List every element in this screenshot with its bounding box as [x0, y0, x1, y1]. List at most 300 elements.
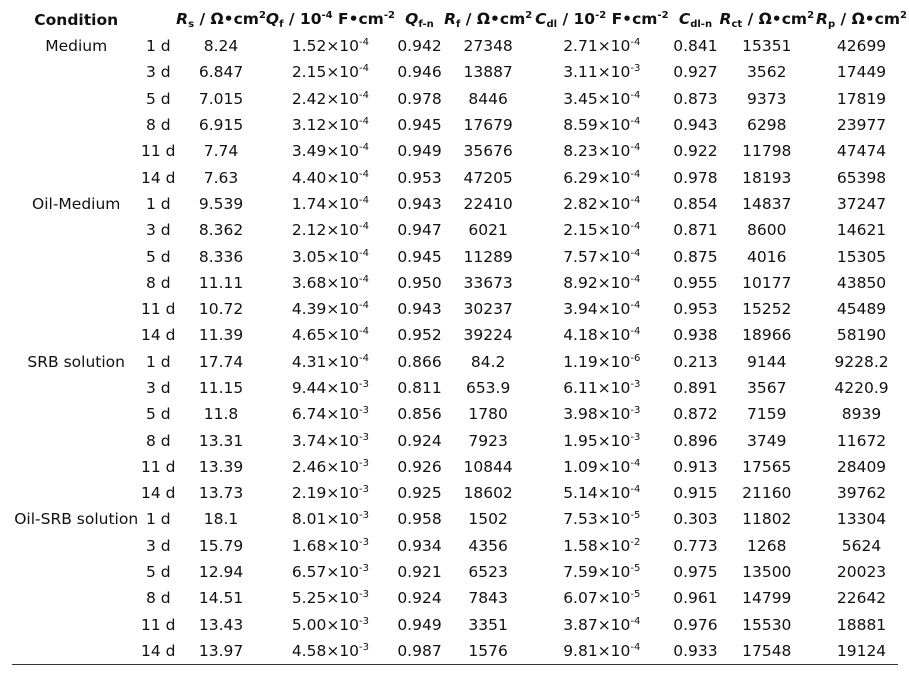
qfn-cell: 0.942 — [397, 37, 442, 56]
day-cell: 5 d — [145, 247, 171, 266]
condition-cell — [12, 375, 140, 401]
cdl-mantissa: 5.14×10 — [563, 484, 631, 503]
cdl-mantissa: 6.11×10 — [563, 379, 631, 397]
condition-cell — [12, 296, 140, 322]
day-cell: 3 d — [145, 379, 171, 397]
qf-cell — [266, 454, 395, 480]
rs-cell: 13.97 — [198, 641, 244, 660]
header-qfn: $Q_{f-n}$ — [405, 9, 434, 30]
cdl-cell — [532, 59, 671, 85]
table-row — [12, 138, 909, 164]
qf-cell — [266, 59, 395, 85]
qf-cell — [266, 138, 395, 164]
table-row — [12, 401, 909, 427]
rct-cell: 1268 — [747, 536, 787, 555]
table-row — [12, 638, 909, 664]
cdl-exponent: -4 — [630, 615, 641, 627]
cdln-cell: 0.927 — [673, 63, 718, 82]
qf-cell — [266, 612, 395, 638]
cdln-cell: 0.913 — [673, 457, 718, 476]
qfn-cell: 0.952 — [397, 326, 442, 345]
qf-exponent: -3 — [359, 615, 370, 627]
qf-cell — [266, 33, 395, 59]
qf-cell — [266, 480, 395, 506]
cdln-cell: 0.773 — [673, 536, 718, 555]
cdl-mantissa: 2.82×10 — [563, 194, 631, 213]
qf-mantissa: 1.68×10 — [291, 536, 360, 555]
cdln-cell: 0.915 — [673, 484, 718, 503]
rp-cell: 65398 — [836, 168, 887, 187]
table-row — [12, 59, 909, 85]
rf-cell: 17679 — [463, 116, 513, 135]
day-cell: 8 d — [145, 273, 171, 292]
cdl-exponent: -2 — [630, 536, 641, 548]
condition-cell — [12, 138, 140, 164]
condition-cell — [12, 322, 140, 348]
cdl-mantissa: 7.57×10 — [563, 247, 631, 266]
rct-cell: 18193 — [742, 168, 792, 187]
rp-cell: 37247 — [836, 194, 887, 213]
rs-cell: 8.336 — [198, 247, 244, 266]
rf-cell: 13887 — [463, 63, 513, 82]
cdl-cell — [532, 217, 671, 243]
qf-exponent: -3 — [359, 589, 370, 601]
rs-cell: 11.15 — [198, 379, 244, 397]
qf-mantissa: 2.15×10 — [291, 63, 360, 82]
cdl-cell — [532, 533, 671, 559]
cdl-cell — [532, 270, 671, 296]
cdl-exponent: -5 — [630, 589, 641, 601]
table-row — [12, 112, 909, 138]
cdln-cell: 0.872 — [673, 405, 718, 424]
rf-cell: 1576 — [468, 641, 508, 660]
cdl-cell — [532, 138, 671, 164]
rs-cell: 10.72 — [198, 300, 244, 319]
day-cell: 5 d — [145, 563, 171, 582]
eis-parameter-table — [12, 6, 909, 664]
condition-cell — [12, 427, 140, 453]
rct-cell: 13500 — [742, 563, 792, 582]
condition-cell — [12, 454, 140, 480]
day-cell: 3 d — [145, 63, 171, 82]
qf-cell — [266, 559, 395, 585]
condition-cell — [12, 585, 140, 611]
rf-cell: 47205 — [463, 168, 513, 187]
cdln-cell: 0.933 — [673, 641, 718, 660]
rct-cell: 15252 — [742, 300, 792, 319]
rs-cell: 7.74 — [203, 142, 239, 161]
cdl-cell — [532, 401, 671, 427]
qf-mantissa: 6.57×10 — [291, 563, 360, 582]
cdln-cell: 0.896 — [673, 431, 718, 450]
rp-cell: 8939 — [841, 405, 882, 424]
rp-cell: 20023 — [836, 563, 887, 582]
table-row — [12, 164, 909, 190]
rct-cell: 10177 — [742, 273, 792, 292]
qf-exponent: -4 — [359, 221, 370, 233]
cdl-cell — [532, 33, 671, 59]
rp-cell: 58190 — [836, 326, 887, 345]
table-row — [12, 217, 909, 243]
cdl-exponent: -6 — [630, 352, 641, 364]
cdl-exponent: -4 — [630, 326, 641, 338]
cdl-mantissa: 3.11×10 — [563, 63, 631, 82]
header-rf: $R_f$ / $\Omega•cm^2$ — [444, 9, 533, 30]
qf-mantissa: 2.46×10 — [291, 457, 360, 476]
qf-mantissa: 2.19×10 — [291, 484, 360, 503]
cdl-cell — [532, 243, 671, 269]
header-cdl: $C_{dl} / 10^{-2}$ $F•cm^{-2}$ — [535, 9, 669, 30]
qfn-cell: 0.856 — [397, 405, 442, 424]
qf-exponent: -4 — [359, 37, 370, 49]
cdl-exponent: -4 — [630, 194, 641, 206]
cdl-cell — [532, 559, 671, 585]
cdl-mantissa: 6.07×10 — [563, 589, 631, 608]
rf-cell: 22410 — [463, 194, 513, 213]
rs-cell: 13.73 — [198, 484, 244, 503]
cdl-mantissa: 9.81×10 — [563, 641, 631, 660]
rs-cell: 18.1 — [203, 510, 239, 529]
cdl-exponent: -4 — [630, 116, 641, 128]
cdl-cell — [532, 506, 671, 532]
qfn-cell: 0.949 — [397, 142, 442, 161]
cdl-exponent: -4 — [630, 37, 641, 49]
rs-cell: 15.79 — [198, 536, 244, 555]
table-header — [12, 6, 909, 33]
qf-mantissa: 3.74×10 — [291, 431, 360, 450]
cdln-cell: 0.213 — [673, 352, 718, 371]
qf-cell — [266, 401, 395, 427]
cdl-exponent: -4 — [630, 142, 641, 154]
rct-cell: 11802 — [742, 510, 792, 529]
qf-mantissa: 1.74×10 — [291, 194, 360, 213]
header-qf: $Q_f / 10^{-4}$ $F•cm^{-2}$ — [265, 9, 395, 30]
qfn-cell: 0.925 — [397, 484, 442, 503]
cdl-cell — [532, 349, 671, 375]
cdl-cell — [532, 638, 671, 664]
cdl-cell — [532, 191, 671, 217]
cdln-cell: 0.976 — [673, 615, 718, 634]
qfn-cell: 0.945 — [397, 116, 442, 135]
condition-cell — [12, 533, 140, 559]
qf-cell — [266, 427, 395, 453]
header-cdln: $C_{dl-n}$ — [678, 9, 713, 30]
cdl-cell — [532, 480, 671, 506]
rct-cell: 8600 — [747, 221, 787, 240]
qf-mantissa: 4.31×10 — [291, 352, 360, 371]
cdl-cell — [532, 322, 671, 348]
header-rct: $R_{ct}$ / $\Omega•cm^2$ — [719, 9, 815, 30]
day-cell: 8 d — [145, 589, 171, 608]
cdln-cell: 0.975 — [673, 563, 718, 582]
qfn-cell: 0.866 — [397, 352, 442, 371]
cdl-mantissa: 1.09×10 — [563, 457, 631, 476]
rs-cell: 8.362 — [198, 221, 244, 240]
qf-mantissa: 3.05×10 — [291, 247, 360, 266]
rp-cell: 14621 — [836, 221, 887, 240]
cdl-mantissa: 8.92×10 — [563, 273, 631, 292]
cdl-exponent: -3 — [630, 431, 641, 443]
cdl-mantissa: 4.18×10 — [563, 326, 631, 345]
qf-exponent: -4 — [359, 300, 370, 312]
day-cell: 5 d — [145, 405, 171, 424]
rct-cell: 4016 — [747, 247, 787, 266]
qf-mantissa: 2.12×10 — [291, 221, 360, 240]
condition-cell: Oil-SRB solution — [14, 510, 139, 529]
qf-cell — [266, 638, 395, 664]
rp-cell: 47474 — [836, 142, 887, 161]
table-row — [12, 191, 909, 217]
cdl-exponent: -4 — [630, 273, 641, 285]
condition-cell — [12, 164, 140, 190]
cdln-cell: 0.873 — [673, 89, 718, 108]
cdln-cell: 0.955 — [673, 273, 718, 292]
qfn-cell: 0.949 — [397, 615, 442, 634]
header-rp: $R_p$ / $\Omega•cm^2$ — [816, 9, 907, 30]
header-day — [140, 6, 176, 33]
cdl-cell — [532, 112, 671, 138]
rf-cell: 10844 — [463, 457, 513, 476]
rct-cell: 11798 — [742, 142, 792, 161]
qf-cell — [266, 191, 395, 217]
qf-mantissa: 3.49×10 — [291, 142, 360, 161]
qf-cell — [266, 86, 395, 112]
cdln-cell: 0.841 — [673, 37, 718, 56]
qf-exponent: -4 — [359, 273, 370, 285]
condition-cell — [12, 59, 140, 85]
cdl-exponent: -4 — [630, 484, 641, 496]
rp-cell: 28409 — [836, 457, 887, 476]
day-cell: 1 d — [145, 352, 171, 371]
qf-exponent: -3 — [359, 563, 370, 575]
qf-exponent: -4 — [359, 142, 370, 154]
table-row — [12, 533, 909, 559]
cdl-mantissa: 2.15×10 — [563, 221, 631, 240]
rp-cell: 15305 — [836, 247, 887, 266]
rf-cell: 18602 — [463, 484, 513, 503]
qfn-cell: 0.945 — [397, 247, 442, 266]
condition-cell: Medium — [45, 37, 108, 56]
cdl-mantissa: 1.19×10 — [563, 352, 631, 371]
qfn-cell: 0.987 — [397, 641, 442, 660]
rs-cell: 13.43 — [198, 615, 244, 634]
cdl-cell — [532, 296, 671, 322]
condition-cell — [12, 217, 140, 243]
qf-mantissa: 8.01×10 — [291, 510, 360, 529]
rp-cell: 45489 — [836, 300, 887, 319]
day-cell: 1 d — [145, 194, 171, 213]
rf-cell: 6021 — [468, 221, 508, 240]
condition-cell — [12, 401, 140, 427]
rp-cell: 11672 — [836, 431, 887, 450]
cdl-mantissa: 3.87×10 — [563, 615, 631, 634]
qf-exponent: -4 — [359, 89, 370, 101]
cdl-exponent: -3 — [630, 405, 641, 417]
cdl-exponent: -4 — [630, 457, 641, 469]
qf-mantissa: 6.74×10 — [291, 405, 360, 424]
rct-cell: 9144 — [747, 352, 787, 371]
table-row — [12, 480, 909, 506]
table-row — [12, 427, 909, 453]
rf-cell: 8446 — [468, 89, 508, 108]
rf-cell: 4356 — [468, 536, 508, 555]
condition-cell: Oil-Medium — [32, 194, 121, 213]
table-row — [12, 296, 909, 322]
qfn-cell: 0.924 — [397, 589, 442, 608]
qfn-cell: 0.934 — [397, 536, 442, 555]
qf-cell — [266, 349, 395, 375]
table-row — [12, 243, 909, 269]
rct-cell: 18966 — [742, 326, 792, 345]
qf-exponent: -3 — [359, 536, 370, 548]
cdl-mantissa: 3.98×10 — [563, 405, 631, 424]
condition-cell — [12, 270, 140, 296]
qfn-cell: 0.950 — [397, 273, 442, 292]
rs-cell: 9.539 — [198, 194, 244, 213]
rf-cell: 6523 — [468, 563, 508, 582]
qf-exponent: -4 — [359, 247, 370, 259]
cdln-cell: 0.891 — [673, 379, 718, 397]
table-row — [12, 33, 909, 59]
qfn-cell: 0.978 — [397, 89, 442, 108]
cdln-cell: 0.978 — [673, 168, 718, 187]
cdln-cell: 0.922 — [673, 142, 718, 161]
cdl-mantissa: 7.53×10 — [563, 510, 631, 529]
rp-cell: 43850 — [836, 273, 887, 292]
qf-mantissa: 2.42×10 — [291, 89, 360, 108]
rf-cell: 35676 — [463, 142, 513, 161]
rf-cell: 1780 — [468, 405, 508, 424]
qfn-cell: 0.921 — [397, 563, 442, 582]
qf-cell — [266, 164, 395, 190]
cdl-mantissa: 2.71×10 — [563, 37, 631, 56]
qf-mantissa: 1.52×10 — [291, 37, 360, 56]
table-row — [12, 322, 909, 348]
table-row — [12, 270, 909, 296]
cdl-mantissa: 6.29×10 — [563, 168, 631, 187]
rf-cell: 7843 — [468, 589, 508, 608]
rp-cell: 13304 — [836, 510, 887, 529]
cdl-exponent: -3 — [630, 63, 641, 75]
rct-cell: 21160 — [742, 484, 792, 503]
qf-cell — [266, 112, 395, 138]
rp-cell: 39762 — [836, 484, 887, 503]
rs-cell: 14.51 — [198, 589, 244, 608]
day-cell: 8 d — [145, 431, 171, 450]
cdl-cell — [532, 86, 671, 112]
rf-cell: 653.9 — [465, 379, 511, 397]
day-cell: 11 d — [141, 457, 176, 476]
cdln-cell: 0.871 — [673, 221, 718, 240]
qf-cell — [266, 506, 395, 532]
qf-mantissa: 4.65×10 — [291, 326, 360, 345]
day-cell: 3 d — [145, 536, 171, 555]
qf-exponent: -3 — [359, 510, 370, 522]
cdl-exponent: -5 — [630, 510, 641, 522]
rp-cell: 5624 — [841, 536, 882, 555]
cdl-exponent: -4 — [630, 300, 641, 312]
qf-mantissa: 5.25×10 — [291, 589, 360, 608]
qf-exponent: -3 — [359, 457, 370, 469]
header-condition: Condition — [34, 10, 119, 29]
qf-mantissa: 4.40×10 — [291, 168, 360, 187]
cdl-cell — [532, 427, 671, 453]
day-cell: 5 d — [145, 89, 171, 108]
qf-cell — [266, 585, 395, 611]
rf-cell: 3351 — [468, 615, 508, 634]
cdln-cell: 0.953 — [673, 300, 718, 319]
condition-cell — [12, 243, 140, 269]
cdl-cell — [532, 164, 671, 190]
day-cell: 14 d — [141, 168, 176, 187]
condition-cell — [12, 559, 140, 585]
rct-cell: 15351 — [742, 37, 792, 56]
table-row — [12, 375, 909, 401]
rp-cell: 17449 — [836, 63, 887, 82]
day-cell: 14 d — [141, 641, 176, 660]
rs-cell: 12.94 — [198, 563, 244, 582]
rp-cell: 18881 — [836, 615, 887, 634]
cdl-cell — [532, 454, 671, 480]
condition-cell — [12, 480, 140, 506]
table-row — [12, 506, 909, 532]
qf-exponent: -3 — [359, 641, 370, 653]
table-row — [12, 454, 909, 480]
rs-cell: 11.11 — [198, 273, 244, 292]
qf-mantissa: 3.68×10 — [291, 273, 360, 292]
qf-cell — [266, 243, 395, 269]
cdl-mantissa: 3.94×10 — [563, 300, 631, 319]
rp-cell: 42699 — [836, 37, 887, 56]
cdln-cell: 0.938 — [673, 326, 718, 345]
rp-cell: 23977 — [836, 116, 887, 135]
cdln-cell: 0.303 — [673, 510, 718, 529]
cdl-cell — [532, 612, 671, 638]
table-row — [12, 86, 909, 112]
qfn-cell: 0.953 — [397, 168, 442, 187]
rct-cell: 15530 — [742, 615, 792, 634]
rct-cell: 7159 — [747, 405, 787, 424]
rct-cell: 14837 — [742, 194, 792, 213]
table-row — [12, 585, 909, 611]
qf-exponent: -4 — [359, 194, 370, 206]
rct-cell: 9373 — [747, 89, 787, 108]
qf-mantissa: 4.58×10 — [291, 641, 360, 660]
day-cell: 14 d — [141, 484, 176, 503]
qf-exponent: -4 — [359, 63, 370, 75]
day-cell: 1 d — [145, 510, 171, 529]
cdl-mantissa: 1.58×10 — [563, 536, 631, 555]
day-cell: 11 d — [141, 615, 176, 634]
rp-cell: 4220.9 — [834, 379, 889, 397]
day-cell: 8 d — [145, 116, 171, 135]
qf-cell — [266, 322, 395, 348]
rp-cell: 17819 — [836, 89, 887, 108]
qfn-cell: 0.958 — [397, 510, 442, 529]
rs-cell: 13.31 — [198, 431, 244, 450]
table-bottom-rule — [12, 664, 898, 665]
rf-cell: 27348 — [463, 37, 513, 56]
qf-exponent: -3 — [359, 405, 370, 417]
table-row — [12, 612, 909, 638]
cdl-cell — [532, 375, 671, 401]
table-body — [12, 33, 909, 664]
cdl-mantissa: 8.59×10 — [563, 116, 631, 135]
rf-cell: 33673 — [463, 273, 513, 292]
rs-cell: 6.915 — [198, 116, 244, 135]
rp-cell: 9228.2 — [834, 352, 889, 371]
cdln-cell: 0.875 — [673, 247, 718, 266]
